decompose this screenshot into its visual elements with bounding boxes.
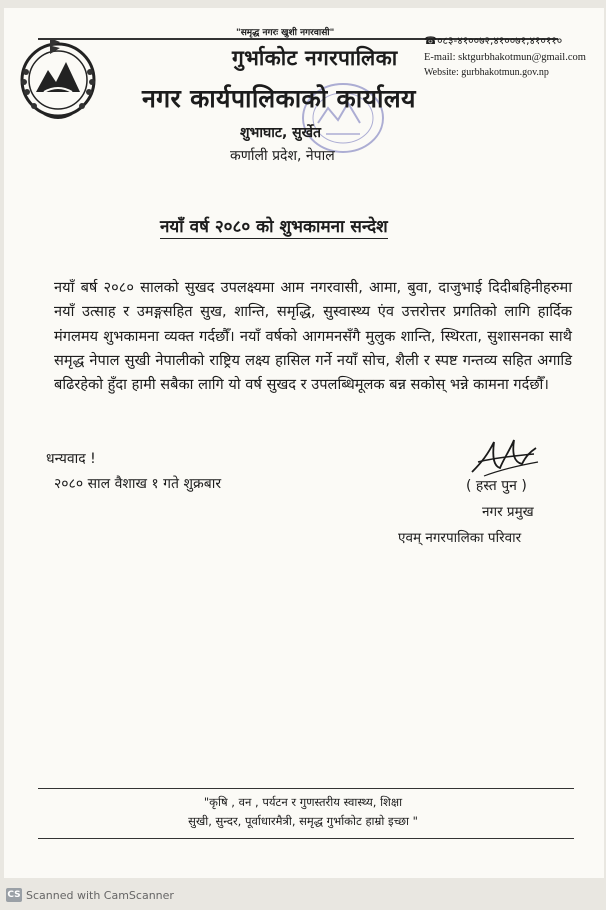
phone-numbers: ☎०८३-४१००७२,४१००७१,४१०११० bbox=[424, 35, 563, 47]
scanner-text: Scanned with CamScanner bbox=[26, 888, 174, 902]
address-line-2: कर्णाली प्रदेश, नेपाल bbox=[230, 148, 335, 164]
scanner-watermark bbox=[6, 888, 174, 902]
municipality-name: गुर्भाकोट नगरपालिका bbox=[232, 46, 398, 70]
email-address: E-mail: sktgurbhakotmun@gmail.com bbox=[424, 52, 586, 63]
signatory-name: ( हस्त पुन ) bbox=[466, 478, 527, 494]
signatory-family: एवम् नगरपालिका परिवार bbox=[398, 530, 522, 546]
letter-date: २०८० साल वैशाख १ गते शुक्रबार bbox=[54, 476, 222, 492]
footer-rule-top bbox=[38, 788, 574, 789]
letter-title: नयाँ वर्ष २०८० को शुभकामना सन्देश bbox=[160, 214, 388, 239]
signatory-role: नगर प्रमुख bbox=[482, 504, 534, 520]
website-address: Website: gurbhakotmun.gov.np bbox=[424, 67, 549, 78]
header-motto: "समृद्ध नगरः खुशी नगरवासी" bbox=[236, 28, 335, 38]
thanks-line: धन्यवाद ! bbox=[46, 451, 96, 467]
camscanner-logo-icon: CS bbox=[7, 890, 21, 900]
municipality-emblem-icon bbox=[14, 32, 102, 122]
address-line-1: शुभाघाट, सुर्खेत bbox=[240, 125, 322, 141]
letter-body: नयाँ बर्ष २०८० सालको सुखद उपलक्ष्यमा आम नगरवासी, आमा, बुवा, दाजुभाई दिदीबहिनीहरुमा नयाँ उत्साह र उमङ्गसहित सुख, शान्ति, समृद्धि, सुस्वास्थ्य एंव उत्तरोत्तर प्रगतिको लागि हार्दिक मंगलमय शुभकामना व्यक्त गर्दछौँ। नयाँ वर्षको आगमनसँगै मुलुक शान्ति, स्थिरता, सुशासनका साथै समृद्ध नेपाल सुखी नेपालीको राष्ट्रिय लक्ष्य हासिल गर्ने नयाँ सोच, शैली र स्पष्ट गन्तव्य सहित अगाडि बढिरहेको हुँदा हामी सबैका लागि यो वर्ष सुखद र उपलब्धिमूलक बन्न सकोस् भन्ने कामना गर्दछौँ। bbox=[54, 279, 572, 394]
footer-rule-bottom bbox=[38, 838, 574, 839]
footer-slogan-line-2: सुखी, सुन्दर, पूर्वाधारमैत्री, समृद्ध गुर्भाकोट हाम्रो इच्छा " bbox=[188, 814, 418, 828]
office-name: नगर कार्यपालिकाको कार्यालय bbox=[142, 84, 416, 113]
footer-slogan-line-1: "कृषि , वन , पर्यटन र गुणस्तरीय स्वास्थ्य, शिक्षा bbox=[203, 795, 403, 809]
